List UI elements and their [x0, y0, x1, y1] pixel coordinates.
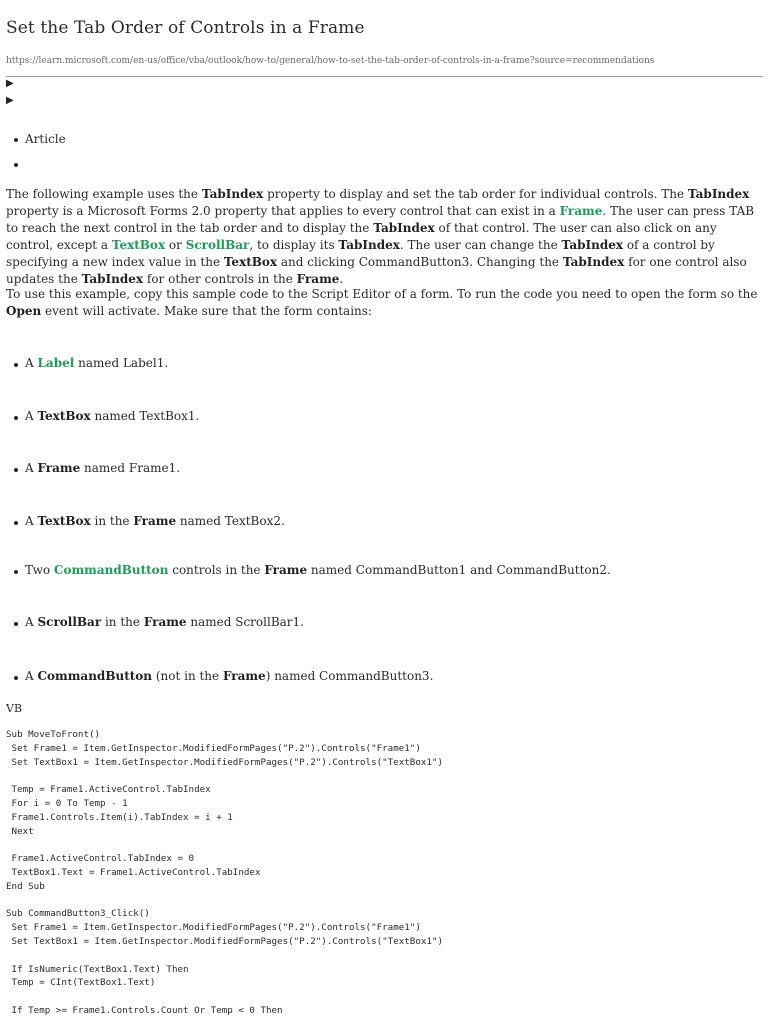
- scrollbar-link[interactable]: ScrollBar: [185, 238, 250, 252]
- frame-link[interactable]: Frame: [559, 204, 603, 218]
- requirement-item: Two CommandButton controls in the Frame named CommandButton1 and CommandButton2.: [16, 563, 611, 577]
- requirement-item: A Frame named Frame1.: [16, 461, 180, 475]
- page-url[interactable]: https://learn.microsoft.com/en-us/office/vba/outlook/how-to/general/how-to-set-the-tab-order-of-controls-in-a-frame?source=recommendations: [6, 56, 655, 66]
- requirement-item: A TextBox in the Frame named TextBox2.: [16, 514, 285, 528]
- label-link[interactable]: Label: [37, 356, 75, 370]
- header-divider: [6, 76, 763, 77]
- meta-list-item: [16, 132, 66, 146]
- commandbutton-link[interactable]: CommandButton: [53, 563, 169, 577]
- requirement-item: A TextBox named TextBox1.: [16, 409, 199, 423]
- usage-paragraph: To use this example, copy this sample code to the Script Editor of a form. To run the code you need to open the form so the Open event will activate. Make sure that the form contains:: [6, 287, 758, 318]
- textbox-link[interactable]: TextBox: [111, 238, 166, 252]
- code-block[interactable]: Sub MoveToFront() Set Frame1 = Item.GetInspector.ModifiedFormPages("P.2").Controls("Frame1") Set TextBox1 = Item.GetInspector.ModifiedFormPages("P.2").Controls("TextBox1") Temp = Frame1.ActiveControl.TabIndex For i = 0 To Temp - 1 Frame1.Controls.Item(i).TabIndex = i + 1 Next Frame1.ActiveControl.TabIndex = 0 TextBox1.Text = Frame1.ActiveControl.TabIndex End Sub Sub CommandButton3_Click() Set Frame1 = Item.GetInspector.ModifiedFormPages("P.2").Controls("Frame1") Set TextBox1 = Item.GetInspector.ModifiedFormPages("P.2").Controls("TextBox1") If IsNumeric(TextBox1.Text) Then Temp = CInt(TextBox1.Text) If Temp >= Frame1.Controls.Count Or Temp < 0 Then: [6, 729, 443, 1016]
- requirement-item: A ScrollBar in the Frame named ScrollBar1.: [16, 615, 304, 629]
- requirement-item: A Label named Label1.: [16, 356, 168, 370]
- disclosure-triangle-icon[interactable]: ▶: [6, 78, 14, 89]
- disclosure-triangle-icon[interactable]: ▶: [6, 95, 14, 106]
- intro-paragraph: The following example uses the TabIndex property to display and set the tab order for individual controls. The TabIndex property is a Microsoft Forms 2.0 property that applies to every control that can exist in a Frame. The user can press TAB to reach the next control in the tab order and to display the TabIndex of that control. The user can also click on any control, except a TextBox or ScrollBar, to display its TabIndex. The user can change the TabIndex of a control by specifying a new index value in the TextBox and clicking CommandButton3. Changing the TabIndex for one control also updates the TabIndex for other controls in the Frame.: [6, 187, 755, 286]
- page-title: Set the Tab Order of Controls in a Frame: [6, 18, 365, 38]
- meta-article-label: Article: [25, 132, 66, 146]
- code-language-label: VB: [6, 702, 23, 715]
- requirement-item: A CommandButton (not in the Frame) named CommandButton3.: [16, 669, 433, 683]
- meta-list-item: [16, 157, 25, 171]
